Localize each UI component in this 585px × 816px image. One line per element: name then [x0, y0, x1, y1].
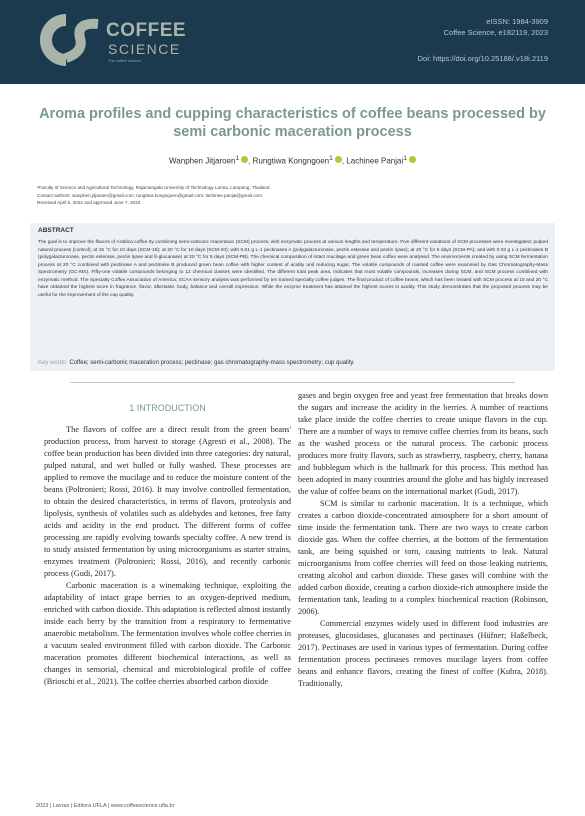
doi-link[interactable]: Doi: https://doi.org/10.25186/.v18i.2119	[417, 54, 548, 63]
author-list: Wanphen Jitjaroen$^1$ , Rungtiwa Kongngoen$^1$ , Lachinee Panjai$^1$	[30, 155, 555, 166]
paper-title: Aroma profiles and cupping characteristics of coffee beans processed by semi carbonic maceration process	[39, 106, 546, 140]
cs-logo-icon	[36, 12, 106, 68]
citation: Coffee Science, e182119, 2023	[443, 28, 548, 37]
page-footer: 2023 | Lavras | Editora UFLA | www.coffeescience.ufla.br	[36, 803, 175, 809]
paragraph: Commercial enzymes widely used in different food industries are proteases, glucosidases, glucanases and pectinases (Hüfner; Haßelbeck, 2017). Pectinases are used in various types of fermentation. During coffee fermentation process pectinases removes mucilage layers from coffee beans and enhance flavors, creating the finest of coffee (Kubra, 2018). Traditionally,	[298, 619, 548, 688]
paragraph: SCM is similar to carbonic maceration. It is a technique, which creates a carbon dioxide-concentrated atmosphere for a short amount of time inside the fermentation tank. There are two ways to create carbon dioxide gas. When the coffee cherries, at the bottom of the fermentation tank, are being squished or torn, causing nutrients to leak. Natural microorganisms from coffee cherries will feed on those leaking nutrients, creating alcohol and carbon dioxide. These gases will combine with the added carbon dioxide, creating a carbon dioxide-rich atmosphere inside the fermentation tank, leading to a complex biochemical reaction (Robinson, 2006).	[298, 499, 548, 616]
keywords	[38, 360, 548, 366]
abstract-heading: ABSTRACT	[38, 227, 74, 234]
section-title: 1 INTRODUCTION	[129, 403, 206, 413]
divider	[70, 382, 515, 383]
orcid-icon[interactable]	[335, 156, 342, 163]
journal-logo[interactable]	[36, 12, 196, 68]
orcid-icon[interactable]	[241, 156, 248, 163]
received-date: Received April 5, 2022 and approved June 7, 2023	[37, 200, 141, 205]
keywords-label: Key words:	[38, 360, 68, 366]
paragraph: gases and begin oxygen free and yeast free fermentation that breaks down the sugars and increase the acidity in the berries. A number of reactions take place inside the coffee cherries to create unique flavors in the cup. There are a number of ways to remove coffee cherries from its beans, such as the washed process or the natural process. The carbonic process produces more fruity flavors, such as strawberry, raspberry, cherry, banana and bubblegum which is the hallmark for this process. This method has been adopted in many countries around the globe and has highly increased the value of coffee beans on the international market (Gudi, 2017).	[298, 391, 548, 496]
journal-header	[0, 0, 585, 84]
keywords-text: Coffee; semi-carbonic maceration process; pectinase; gas chromatography-mass spectrometry; cup quality.	[69, 360, 355, 366]
author-name: Rungtiwa Kongngoen	[252, 156, 330, 166]
paragraph: The flavors of coffee are a direct result from the green beans' production process, from harvest to storage (Agresti et al., 2008). The coffee bean production has been divided into three categories: dry natural, pulped natural, and wet hulled or fully washed. These processes are applied to remove the mucilage and to reduce the moisture content of the beans (Poltronieri; Rossi, 2016). It may involve controlled fermentation, to obtain the desired characteristics, in terms of flavors, proteolysis and lipolysis, synthesis of volatiles such as aldehydes and ketones, free fatty acids and acidity in the end product. The different forms of coffee processing are rapidly evolving towards specialty coffee. A new trend is to study assisted fermentation by using microorganisms as starter strains, enzymes treatment (Poltronieri; Rossi, 2016), and recently carbonic process (Gudi, 2017).	[44, 425, 291, 578]
logo-subtitle: SCIENCE	[108, 41, 181, 57]
paragraph: Carbonic maceration is a winemaking technique, exploiting the adaptability of intact grape berries to an oxygen-deprived medium, enriched with carbon dioxide. This adaptation is reflected almost instantly inside each berry by the transition from a respiratory to fermentative anaerobic metabolism. The fermentation involves whole coffee cherries in a vacuum sealed environment filled with carbon dioxide. The Carbonic maceration promotes different biochemical interactions, as well as changes in sensorial, chemical and microbiological profile of coffee (Brioschi et al., 2021). The coffee cherries absorbed carbon dioxide	[44, 581, 291, 686]
author-name: Lachinee Panjai	[346, 156, 404, 166]
affiliation: ¹Faculty of Science and Agricultural Technology, Rajamangala University of Technology Lanna, Lampang, Thailand	[37, 185, 270, 190]
orcid-icon[interactable]	[409, 156, 416, 163]
contact-authors: Contact authors: wanphen.jitjaroen@gmail.com; rungtiwa.kongngoen@gmail.com; lachinee.panjai@gmail.com	[37, 192, 262, 198]
issn: eISSN: 1984-3909	[486, 17, 548, 26]
logo-title: COFFEE	[106, 20, 187, 41]
journal-info	[444, 16, 548, 38]
affiliation-block	[37, 184, 552, 207]
author-name: Wanphen Jitjaroen	[169, 156, 236, 166]
body-column-left	[44, 390, 291, 688]
logo-tagline: The coffee science	[108, 58, 142, 63]
body-column-right	[298, 390, 548, 690]
abstract-text: The goal is to improve the flavors of Arabica coffee by combining semi-carbonic maceration (SCM) process, with enzymatic process at various lengths and temperature. Five different variations of SCM processes were investigated: pulped natural process (control); at 15 °C for 10 days (SCM-15); at 20 °C for 10 days (SCM-20); with 0.01 g L-1 pectinases A (polygalacturonase, pectin esterase and pectin lyase); at 20 °C for 5 days (SCM-PA); and with 0.03 g L-1 pectinases B (polygalacturonase, pectin esterase, pectin lyase and ß-glucanase) at 20 °C for 5 days (SCM-PB). The chemical composition of intact mucilage and green bean coffee were analysed. The environments created by using SCM fermentation process at 20 °C combined with pectinase A and pectinase B produced green bean coffee with higher content of acidity and reducing sugar. The volatile compounds of roasted coffee were examined by Gas Chromatography-Mass Spectrometry (GC-MS). Fifty-one volatile compounds belonging to 12 chemical classes were identified. The different total peak area, indicates that most volatile compounds, increases during SCM, and SCM process combined with enzymatic method. The Specialty Coffee Association of America; SCAA sensory analysis was performed by ten trained specialty coffee judges. The final product of coffee beans, which has been treated with SCM process at 15 and 20 °C have obtained the highest score in fragrance, flavor, aftertaste, body, balance and overall impression. While the enzyme treatment has attained the highest scores in acidity. This study demonstrates that the proposed process may be useful for the improvement of the cup quality.	[38, 240, 548, 298]
